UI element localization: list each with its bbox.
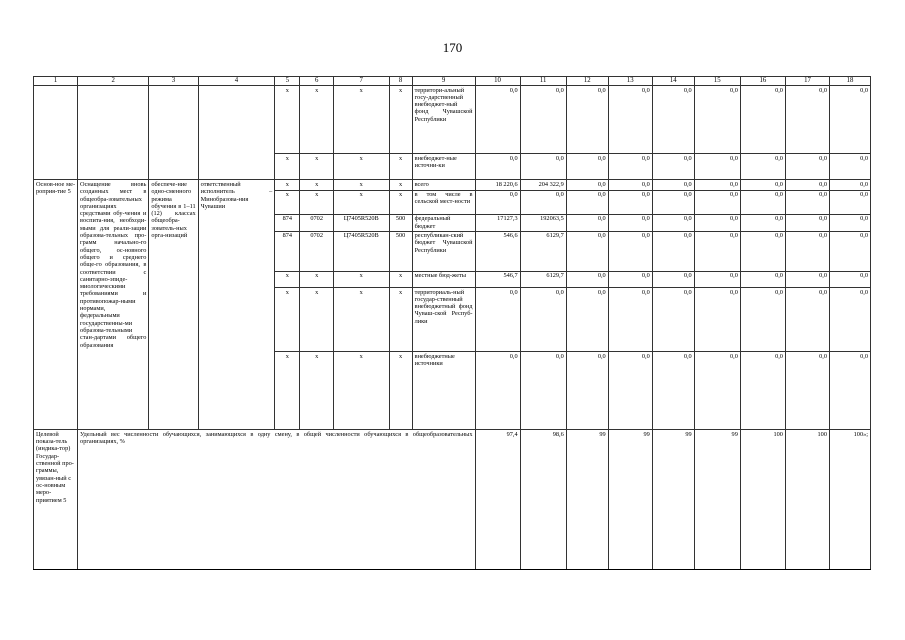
cell-budget-code: 874	[275, 231, 300, 271]
indicator-value: 97,4	[475, 430, 520, 570]
indicator-label: Целевой показа-тель (индика-тор) Государ-ственной про-граммы, увязан-ный с ос-новным меро-приятием 5	[34, 430, 78, 570]
cell-value: 0,0	[785, 86, 829, 154]
event-description: Оснащение вновь созданных мест в общеобра-зовательных организациях средствами обу-чения и воспита-ния, необходи-мыми для реали-зации образова-тельных про-грамм начально-го общего, ос-новного общего и среднего обще-го образования, в соответствии с санитарно-эпиде-миологическими требованиями и противопожар-ными нормами, федеральными государственны-ми образова-тельными стан-дартами общего образования	[78, 180, 149, 430]
header-cell: 8	[389, 77, 412, 86]
cell-funding-source: территориаль-ный государ-ственный внебюджетный фонд Чуваш-ской Респуб-лики	[412, 287, 475, 351]
cell-value: 0,0	[829, 190, 870, 214]
cell-value: 0,0	[785, 180, 829, 190]
cell-expense-type: x	[389, 86, 412, 154]
indicator-value: 99	[608, 430, 652, 570]
cell-value: 0,0	[520, 352, 566, 430]
header-cell: 3	[149, 77, 198, 86]
cell-value: 0,0	[475, 190, 520, 214]
empty-cell	[78, 86, 149, 180]
cell-target-code: x	[333, 190, 389, 214]
header-cell: 7	[333, 77, 389, 86]
cell-expense-type: x	[389, 154, 412, 180]
cell-value: 0,0	[829, 86, 870, 154]
empty-cell	[198, 86, 275, 180]
cell-value: 0,0	[520, 190, 566, 214]
cell-value: 0,0	[694, 271, 740, 287]
table-row	[34, 86, 871, 154]
cell-value: 0,0	[566, 190, 608, 214]
cell-target-code: Ц7405R520В	[333, 214, 389, 231]
cell-value: 0,0	[520, 287, 566, 351]
cell-expense-type: 500	[389, 214, 412, 231]
cell-value: 0,0	[694, 287, 740, 351]
cell-value: 0,0	[652, 231, 694, 271]
cell-value: 0,0	[608, 352, 652, 430]
cell-value: 0,0	[829, 231, 870, 271]
cell-value: 0,0	[608, 214, 652, 231]
cell-value: 0,0	[566, 231, 608, 271]
cell-budget-code: x	[275, 154, 300, 180]
cell-value: 0,0	[829, 271, 870, 287]
cell-section-code: 0702	[300, 214, 334, 231]
cell-value: 0,0	[608, 271, 652, 287]
cell-budget-code: x	[275, 287, 300, 351]
cell-value: 0,0	[785, 352, 829, 430]
cell-value: 0,0	[829, 180, 870, 190]
cell-value: 0,0	[652, 214, 694, 231]
cell-value: 0,0	[829, 214, 870, 231]
cell-section-code: x	[300, 287, 334, 351]
cell-value: 0,0	[785, 287, 829, 351]
cell-value: 0,0	[652, 287, 694, 351]
header-cell: 2	[78, 77, 149, 86]
cell-funding-source: федеральный бюджет	[412, 214, 475, 231]
cell-value: 0,0	[694, 352, 740, 430]
cell-value: 0,0	[475, 352, 520, 430]
cell-value: 0,0	[520, 154, 566, 180]
cell-section-code: x	[300, 180, 334, 190]
cell-value: 0,0	[740, 214, 785, 231]
indicator-text: Удельный вес численности обучающихся, занимающихся в одну смену, в общей численности обучающихся в общеобразовательных организациях, %	[78, 430, 475, 570]
cell-budget-code: 874	[275, 214, 300, 231]
cell-value: 0,0	[694, 86, 740, 154]
cell-value: 0,0	[694, 190, 740, 214]
header-cell: 14	[652, 77, 694, 86]
empty-cell	[149, 86, 198, 180]
cell-budget-code: x	[275, 86, 300, 154]
cell-target-code: x	[333, 86, 389, 154]
cell-section-code: 0702	[300, 231, 334, 271]
cell-section-code: x	[300, 154, 334, 180]
header-cell: 9	[412, 77, 475, 86]
cell-funding-source: территори-альный госу-дарственный внебюджет-ный фонд Чувашской Республики	[412, 86, 475, 154]
cell-budget-code: x	[275, 271, 300, 287]
indicator-value: 100»;	[829, 430, 870, 570]
cell-budget-code: x	[275, 352, 300, 430]
header-cell: 17	[785, 77, 829, 86]
empty-cell	[34, 86, 78, 180]
cell-value: 0,0	[694, 214, 740, 231]
cell-expense-type: x	[389, 190, 412, 214]
cell-value: 0,0	[475, 154, 520, 180]
cell-value: 0,0	[566, 180, 608, 190]
cell-expense-type: x	[389, 287, 412, 351]
header-row	[34, 77, 871, 86]
cell-value: 17127,3	[475, 214, 520, 231]
indicator-value: 100	[785, 430, 829, 570]
budget-table	[33, 76, 871, 570]
cell-value: 0,0	[785, 231, 829, 271]
header-cell: 10	[475, 77, 520, 86]
header-cell: 15	[694, 77, 740, 86]
cell-expense-type: x	[389, 352, 412, 430]
table-row	[34, 180, 871, 190]
cell-section-code: x	[300, 190, 334, 214]
cell-value: 6129,7	[520, 271, 566, 287]
cell-value: 0,0	[652, 271, 694, 287]
cell-value: 0,0	[566, 352, 608, 430]
cell-value: 0,0	[608, 180, 652, 190]
cell-target-code: x	[333, 154, 389, 180]
header-cell: 11	[520, 77, 566, 86]
cell-value: 0,0	[608, 287, 652, 351]
cell-value: 0,0	[608, 190, 652, 214]
header-cell: 18	[829, 77, 870, 86]
header-cell: 5	[275, 77, 300, 86]
cell-value: 0,0	[740, 86, 785, 154]
cell-target-code: x	[333, 287, 389, 351]
cell-value: 546,6	[475, 231, 520, 271]
cell-value: 0,0	[520, 86, 566, 154]
event-executor: ответственный исполнитель – Минобразова-ния Чувашии	[198, 180, 275, 430]
cell-value: 6129,7	[520, 231, 566, 271]
cell-value: 0,0	[652, 180, 694, 190]
cell-value: 204 322,9	[520, 180, 566, 190]
header-cell: 6	[300, 77, 334, 86]
cell-funding-source: республикан-ский бюджет Чувашской Республики	[412, 231, 475, 271]
cell-value: 546,7	[475, 271, 520, 287]
header-cell: 12	[566, 77, 608, 86]
indicator-row	[34, 430, 871, 570]
cell-target-code: x	[333, 180, 389, 190]
cell-value: 0,0	[694, 231, 740, 271]
cell-value: 0,0	[785, 214, 829, 231]
indicator-value: 100	[740, 430, 785, 570]
header-cell: 16	[740, 77, 785, 86]
indicator-value: 99	[566, 430, 608, 570]
cell-value: 0,0	[652, 190, 694, 214]
header-cell: 1	[34, 77, 78, 86]
cell-value: 0,0	[740, 352, 785, 430]
cell-value: 0,0	[740, 231, 785, 271]
cell-value: 0,0	[608, 231, 652, 271]
cell-value: 0,0	[740, 180, 785, 190]
cell-value: 0,0	[829, 352, 870, 430]
cell-expense-type: x	[389, 180, 412, 190]
cell-value: 192063,5	[520, 214, 566, 231]
indicator-value: 99	[652, 430, 694, 570]
cell-section-code: x	[300, 352, 334, 430]
cell-value: 0,0	[829, 287, 870, 351]
indicator-value: 98,6	[520, 430, 566, 570]
cell-funding-source: местные бюд-жеты	[412, 271, 475, 287]
cell-value: 0,0	[475, 287, 520, 351]
indicator-value: 99	[694, 430, 740, 570]
cell-target-code: x	[333, 352, 389, 430]
cell-value: 0,0	[566, 214, 608, 231]
cell-value: 0,0	[740, 287, 785, 351]
event-name: Основ-ное ме-роприя-тие 5	[34, 180, 78, 430]
event-purpose: обеспече-ние одно-сменного режима обучения в 1–11 (12) классах общеобра-зователь-ных орга-низаций	[149, 180, 198, 430]
cell-value: 0,0	[785, 271, 829, 287]
cell-funding-source: в том числе в сельской мест-ности	[412, 190, 475, 214]
cell-value: 0,0	[785, 190, 829, 214]
cell-value: 0,0	[829, 154, 870, 180]
cell-value: 0,0	[740, 271, 785, 287]
cell-value: 0,0	[740, 154, 785, 180]
cell-funding-source: всего	[412, 180, 475, 190]
cell-value: 0,0	[608, 86, 652, 154]
cell-value: 0,0	[566, 287, 608, 351]
cell-expense-type: x	[389, 271, 412, 287]
cell-value: 0,0	[566, 86, 608, 154]
cell-value: 0,0	[475, 86, 520, 154]
cell-value: 0,0	[652, 86, 694, 154]
cell-value: 0,0	[694, 180, 740, 190]
cell-budget-code: x	[275, 180, 300, 190]
cell-section-code: x	[300, 271, 334, 287]
page-number: 170	[442, 40, 463, 55]
cell-value: 0,0	[652, 352, 694, 430]
cell-funding-source: внебюджетные источники	[412, 352, 475, 430]
cell-value: 18 220,6	[475, 180, 520, 190]
cell-expense-type: 500	[389, 231, 412, 271]
cell-value: 0,0	[694, 154, 740, 180]
cell-value: 0,0	[652, 154, 694, 180]
cell-value: 0,0	[740, 190, 785, 214]
cell-funding-source: внебюджет-ные источни-ки	[412, 154, 475, 180]
header-cell: 4	[198, 77, 275, 86]
header-cell: 13	[608, 77, 652, 86]
cell-value: 0,0	[566, 154, 608, 180]
cell-value: 0,0	[785, 154, 829, 180]
cell-section-code: x	[300, 86, 334, 154]
cell-value: 0,0	[608, 154, 652, 180]
cell-target-code: x	[333, 271, 389, 287]
cell-target-code: Ц7405R520В	[333, 231, 389, 271]
cell-budget-code: x	[275, 190, 300, 214]
cell-value: 0,0	[566, 271, 608, 287]
